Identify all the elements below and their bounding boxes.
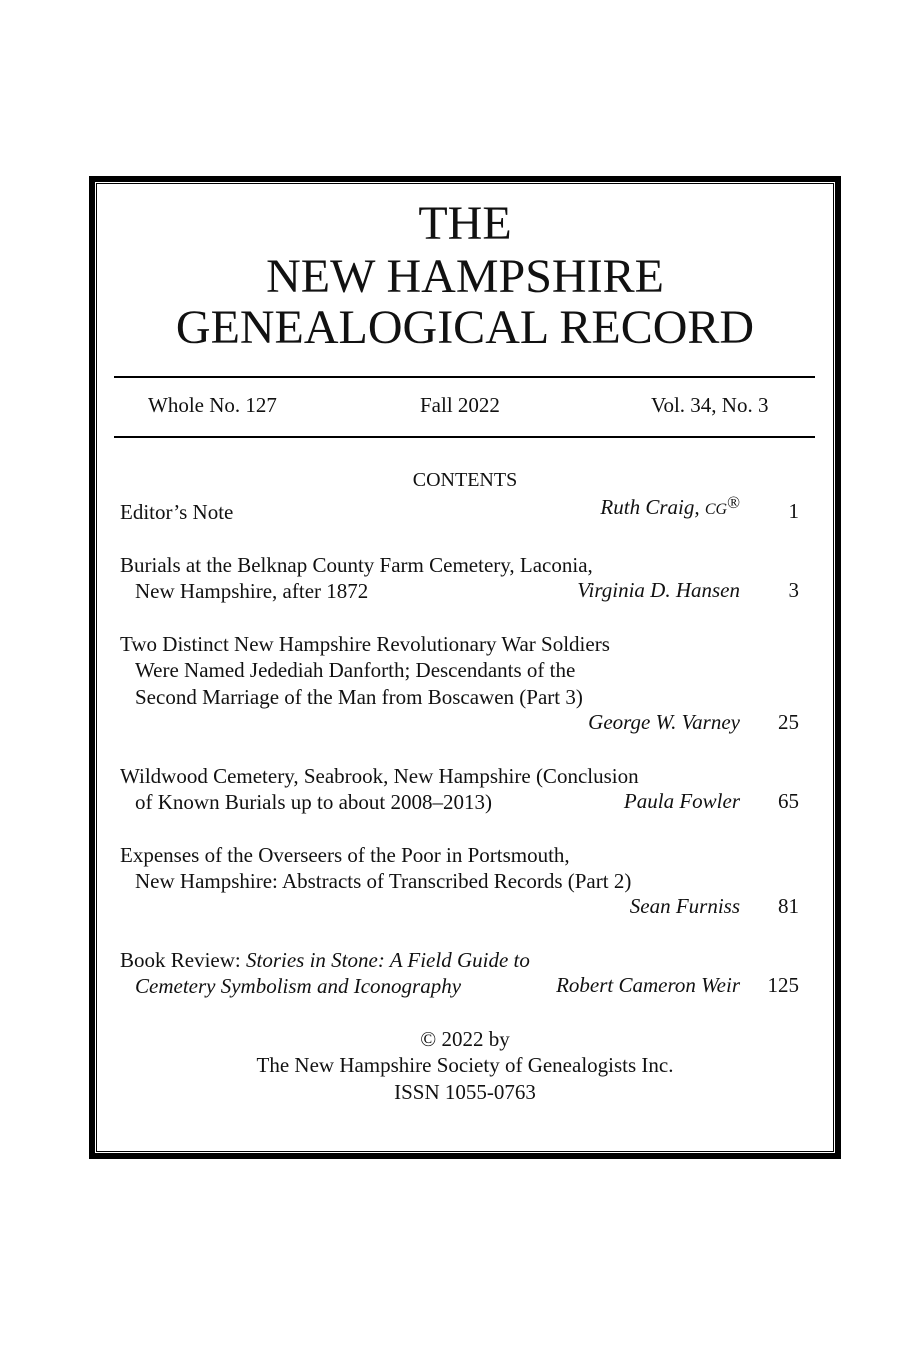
entry-author: George W. Varney [588,710,740,734]
entry-title-line: Were Named Jedediah Danforth; Descendants of the [135,658,576,682]
entry-title-line: Second Marriage of the Man from Boscawen (Part 3) [135,685,583,709]
entry-title-line: Burials at the Belknap County Farm Cemetery, Laconia, [120,553,593,577]
entry-title-line: of Known Burials up to about 2008–2013) [135,790,492,814]
entry-page: 3 [788,578,799,602]
title-line-2: NEW HAMPSHIRE [266,250,664,303]
title-line-1: THE [418,197,512,250]
entry-page: 125 [767,973,799,997]
bottom-rule [114,436,815,438]
issn: ISSN 1055-0763 [394,1080,536,1104]
whole-number: Whole No. 127 [148,393,277,417]
entry-page: 25 [778,710,799,734]
entry-title-line: Two Distinct New Hampshire Revolutionary War Soldiers [120,632,610,656]
entry-author: Paula Fowler [623,789,740,813]
entry-title: Editor’s Note [120,500,234,524]
contents-heading: CONTENTS [412,469,518,491]
issue-season: Fall 2022 [420,393,500,417]
entry-title-line: Book Review: Stories in Stone: A Field Guide to [120,948,530,972]
entry-title-line: Expenses of the Overseers of the Poor in Portsmouth, [120,843,570,867]
top-rule [114,376,815,378]
entry-title-line: New Hampshire, after 1872 [135,579,369,603]
entry-page: 1 [788,499,799,523]
entry-author: Ruth Craig, CG® [600,493,740,519]
entry-title-line: Wildwood Cemetery, Seabrook, New Hampshire (Conclusion [120,764,639,788]
entry-author: Virginia D. Hansen [577,578,740,602]
book-title: Stories in Stone: A Field Guide to [246,948,530,972]
entry-page: 81 [778,894,799,918]
entry-title-line: Cemetery Symbolism and Iconography [135,974,462,998]
entry-author: Robert Cameron Weir [556,973,740,997]
entry-author: Sean Furniss [629,894,740,918]
entry-page: 65 [778,789,799,813]
title-line-3: GENEALOGICAL RECORD [175,301,755,354]
publisher: The New Hampshire Society of Genealogists Inc. [256,1053,674,1077]
entry-title-line: New Hampshire: Abstracts of Transcribed Records (Part 2) [135,869,632,893]
copyright: © 2022 by [420,1027,510,1051]
volume-number: Vol. 34, No. 3 [651,393,769,417]
